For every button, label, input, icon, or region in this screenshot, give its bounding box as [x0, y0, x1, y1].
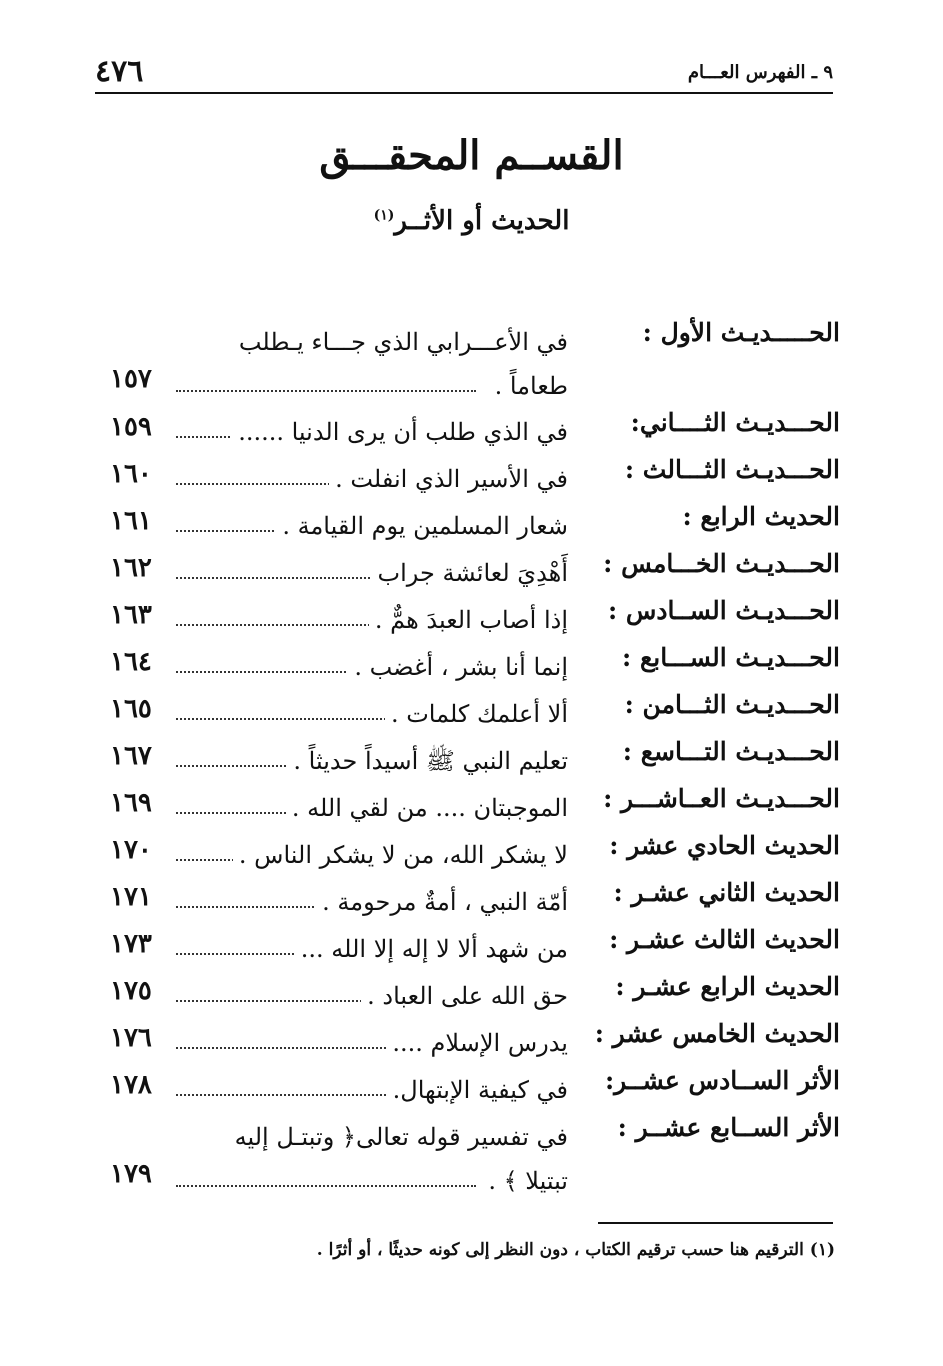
entry-description	[176, 880, 568, 924]
hadith-label: الحـــــديـث الأول :	[642, 318, 840, 347]
page-reference: ١٦٣	[110, 600, 152, 630]
entry-line	[176, 320, 568, 364]
hadith-label: الحديث الثالث عشـر :	[609, 925, 840, 954]
entry-text: يدرس الإسلام ....	[386, 1029, 568, 1057]
entry-text: طعاماً .	[489, 372, 568, 400]
entry-description	[176, 833, 568, 877]
entry-line	[176, 598, 568, 642]
page-reference: ١٦٥	[110, 694, 152, 724]
entry-description	[176, 927, 568, 971]
entry-line	[176, 1021, 568, 1065]
entry-description	[176, 739, 568, 783]
hadith-label: الحـــديـث الثــــاني:	[630, 408, 840, 437]
page-reference: ١٧٦	[110, 1023, 152, 1053]
toc-row	[110, 502, 840, 549]
entry-line	[176, 645, 568, 689]
section-subtitle	[0, 206, 943, 236]
entry-text: في كيفية الإبتهال.	[387, 1076, 568, 1104]
toc-row	[110, 878, 840, 925]
entry-text: تبتيلا ﴾ .	[482, 1167, 568, 1195]
entry-description	[176, 598, 568, 642]
entry-description	[176, 320, 568, 408]
entry-description	[176, 1021, 568, 1065]
entry-line	[176, 927, 568, 971]
hadith-label: الحديث الرابع :	[682, 502, 840, 531]
page-reference: ١٦٠	[110, 459, 152, 489]
entry-description	[176, 551, 568, 595]
toc-row	[110, 690, 840, 737]
hadith-label: الحديث الثاني عشـر :	[613, 878, 840, 907]
entry-description	[176, 504, 568, 548]
hadith-label: الحـــديـث الثـــالث :	[624, 455, 840, 484]
table-of-contents	[110, 318, 840, 1203]
page-reference: ١٦١	[110, 506, 152, 536]
section-title: القســم المحقـــق	[319, 132, 624, 179]
toc-row	[110, 549, 840, 596]
entry-line	[176, 739, 568, 783]
entry-text: من شهد ألا لا إله إلا الله ...	[295, 935, 568, 963]
entry-text: في تفسير قوله تعالى﴿ وتبتـل إليه	[229, 1123, 568, 1151]
toc-row	[110, 455, 840, 502]
running-header	[95, 52, 833, 94]
entry-text: حق الله على العباد .	[361, 982, 568, 1010]
entry-line	[176, 504, 568, 548]
footnote: (١) الترقيم هنا حسب ترقيم الكتاب ، دون النظر إلى كونه حديثًا ، أو أثرًا .	[316, 1240, 835, 1260]
page-reference: ١٧٠	[110, 835, 152, 865]
hadith-label: الحـــديـث العــاشـــر :	[603, 784, 840, 813]
hadith-label: الحـــديـث التـــاسع :	[622, 737, 840, 766]
page-reference: ١٦٩	[110, 788, 152, 818]
entry-line	[176, 880, 568, 924]
hadith-label: الحـــديـث الخـــامس :	[603, 549, 840, 578]
toc-row	[110, 318, 840, 408]
entry-text: إذا أصاب العبدَ همٌّ .	[369, 606, 568, 634]
hadith-label: الحديث الخامس عشر :	[594, 1019, 840, 1048]
entry-text: تعليم النبي ﷺ أسيداً حديثاً .	[287, 747, 568, 775]
entry-line	[176, 786, 568, 830]
entry-text: شعار المسلمين يوم القيامة .	[276, 512, 568, 540]
entry-text: إنما أنا بشر ، أغضب .	[348, 653, 568, 681]
running-title: ٩ ـ الفهرس العـــام	[687, 62, 833, 83]
toc-row	[110, 925, 840, 972]
entry-description	[176, 974, 568, 1018]
toc-row	[110, 784, 840, 831]
entry-text: أَهْدِيَ لعائشة جراب	[372, 559, 568, 587]
entry-description	[176, 786, 568, 830]
toc-row	[110, 831, 840, 878]
toc-row	[110, 643, 840, 690]
page-reference: ١٧٣	[110, 929, 152, 959]
page-number: ٤٧٦	[95, 54, 144, 89]
entry-description	[176, 645, 568, 689]
entry-line	[176, 692, 568, 736]
page-reference: ١٦٤	[110, 647, 152, 677]
hadith-label: الأثر الســادس عشــر:	[604, 1066, 840, 1095]
page-reference: ١٥٧	[110, 364, 152, 394]
entry-line	[176, 364, 568, 408]
entry-line	[176, 410, 568, 454]
entry-text: في الأسير الذي انفلت .	[329, 465, 568, 493]
entry-text: الموجبتان .... من لقي الله .	[286, 794, 568, 822]
entry-line	[176, 974, 568, 1018]
toc-row	[110, 737, 840, 784]
hadith-label: الأثر الســابع عشــر :	[617, 1113, 840, 1142]
page-reference: ١٦٢	[110, 553, 152, 583]
hadith-label: الحديث الرابع عشـر :	[615, 972, 840, 1001]
subtitle-text: الحديث أو الأثــر	[394, 206, 570, 236]
entry-description	[176, 1115, 568, 1203]
page-reference: ١٥٩	[110, 412, 152, 442]
toc-row	[110, 408, 840, 455]
toc-row	[110, 1113, 840, 1203]
toc-row	[110, 1066, 840, 1113]
page-reference: ١٧٩	[110, 1159, 152, 1189]
footnote-marker: (١)	[373, 207, 395, 224]
entry-text: أمّة النبي ، أمةٌ مرحومة .	[316, 888, 568, 916]
entry-description	[176, 1068, 568, 1112]
entry-line	[176, 1159, 568, 1203]
entry-line	[176, 833, 568, 877]
hadith-label: الحـــديـث الثـــامن :	[624, 690, 840, 719]
toc-row	[110, 972, 840, 1019]
entry-line	[176, 551, 568, 595]
entry-description	[176, 457, 568, 501]
toc-row	[110, 596, 840, 643]
page-reference: ١٧١	[110, 882, 152, 912]
footnote-divider	[598, 1222, 833, 1224]
page-reference: ١٦٧	[110, 741, 152, 771]
toc-row	[110, 1019, 840, 1066]
entry-text: لا يشكر الله، من لا يشكر الناس .	[233, 841, 568, 869]
entry-text: في الأعـــرابي الذي جـــاء يـطلب	[233, 328, 568, 356]
hadith-label: الحـــديـث الســادس :	[607, 596, 840, 625]
entry-description	[176, 410, 568, 454]
entry-line	[176, 1068, 568, 1112]
entry-text: في الذي طلب أن يرى الدنيا ......	[232, 418, 568, 446]
entry-line	[176, 457, 568, 501]
entry-text: ألا أعلمك كلمات .	[385, 700, 568, 728]
entry-line	[176, 1115, 568, 1159]
page-reference: ١٧٨	[110, 1070, 152, 1100]
page-reference: ١٧٥	[110, 976, 152, 1006]
hadith-label: الحـــديـث الســـابع :	[622, 643, 840, 672]
entry-description	[176, 692, 568, 736]
hadith-label: الحديث الحادي عشر :	[609, 831, 840, 860]
